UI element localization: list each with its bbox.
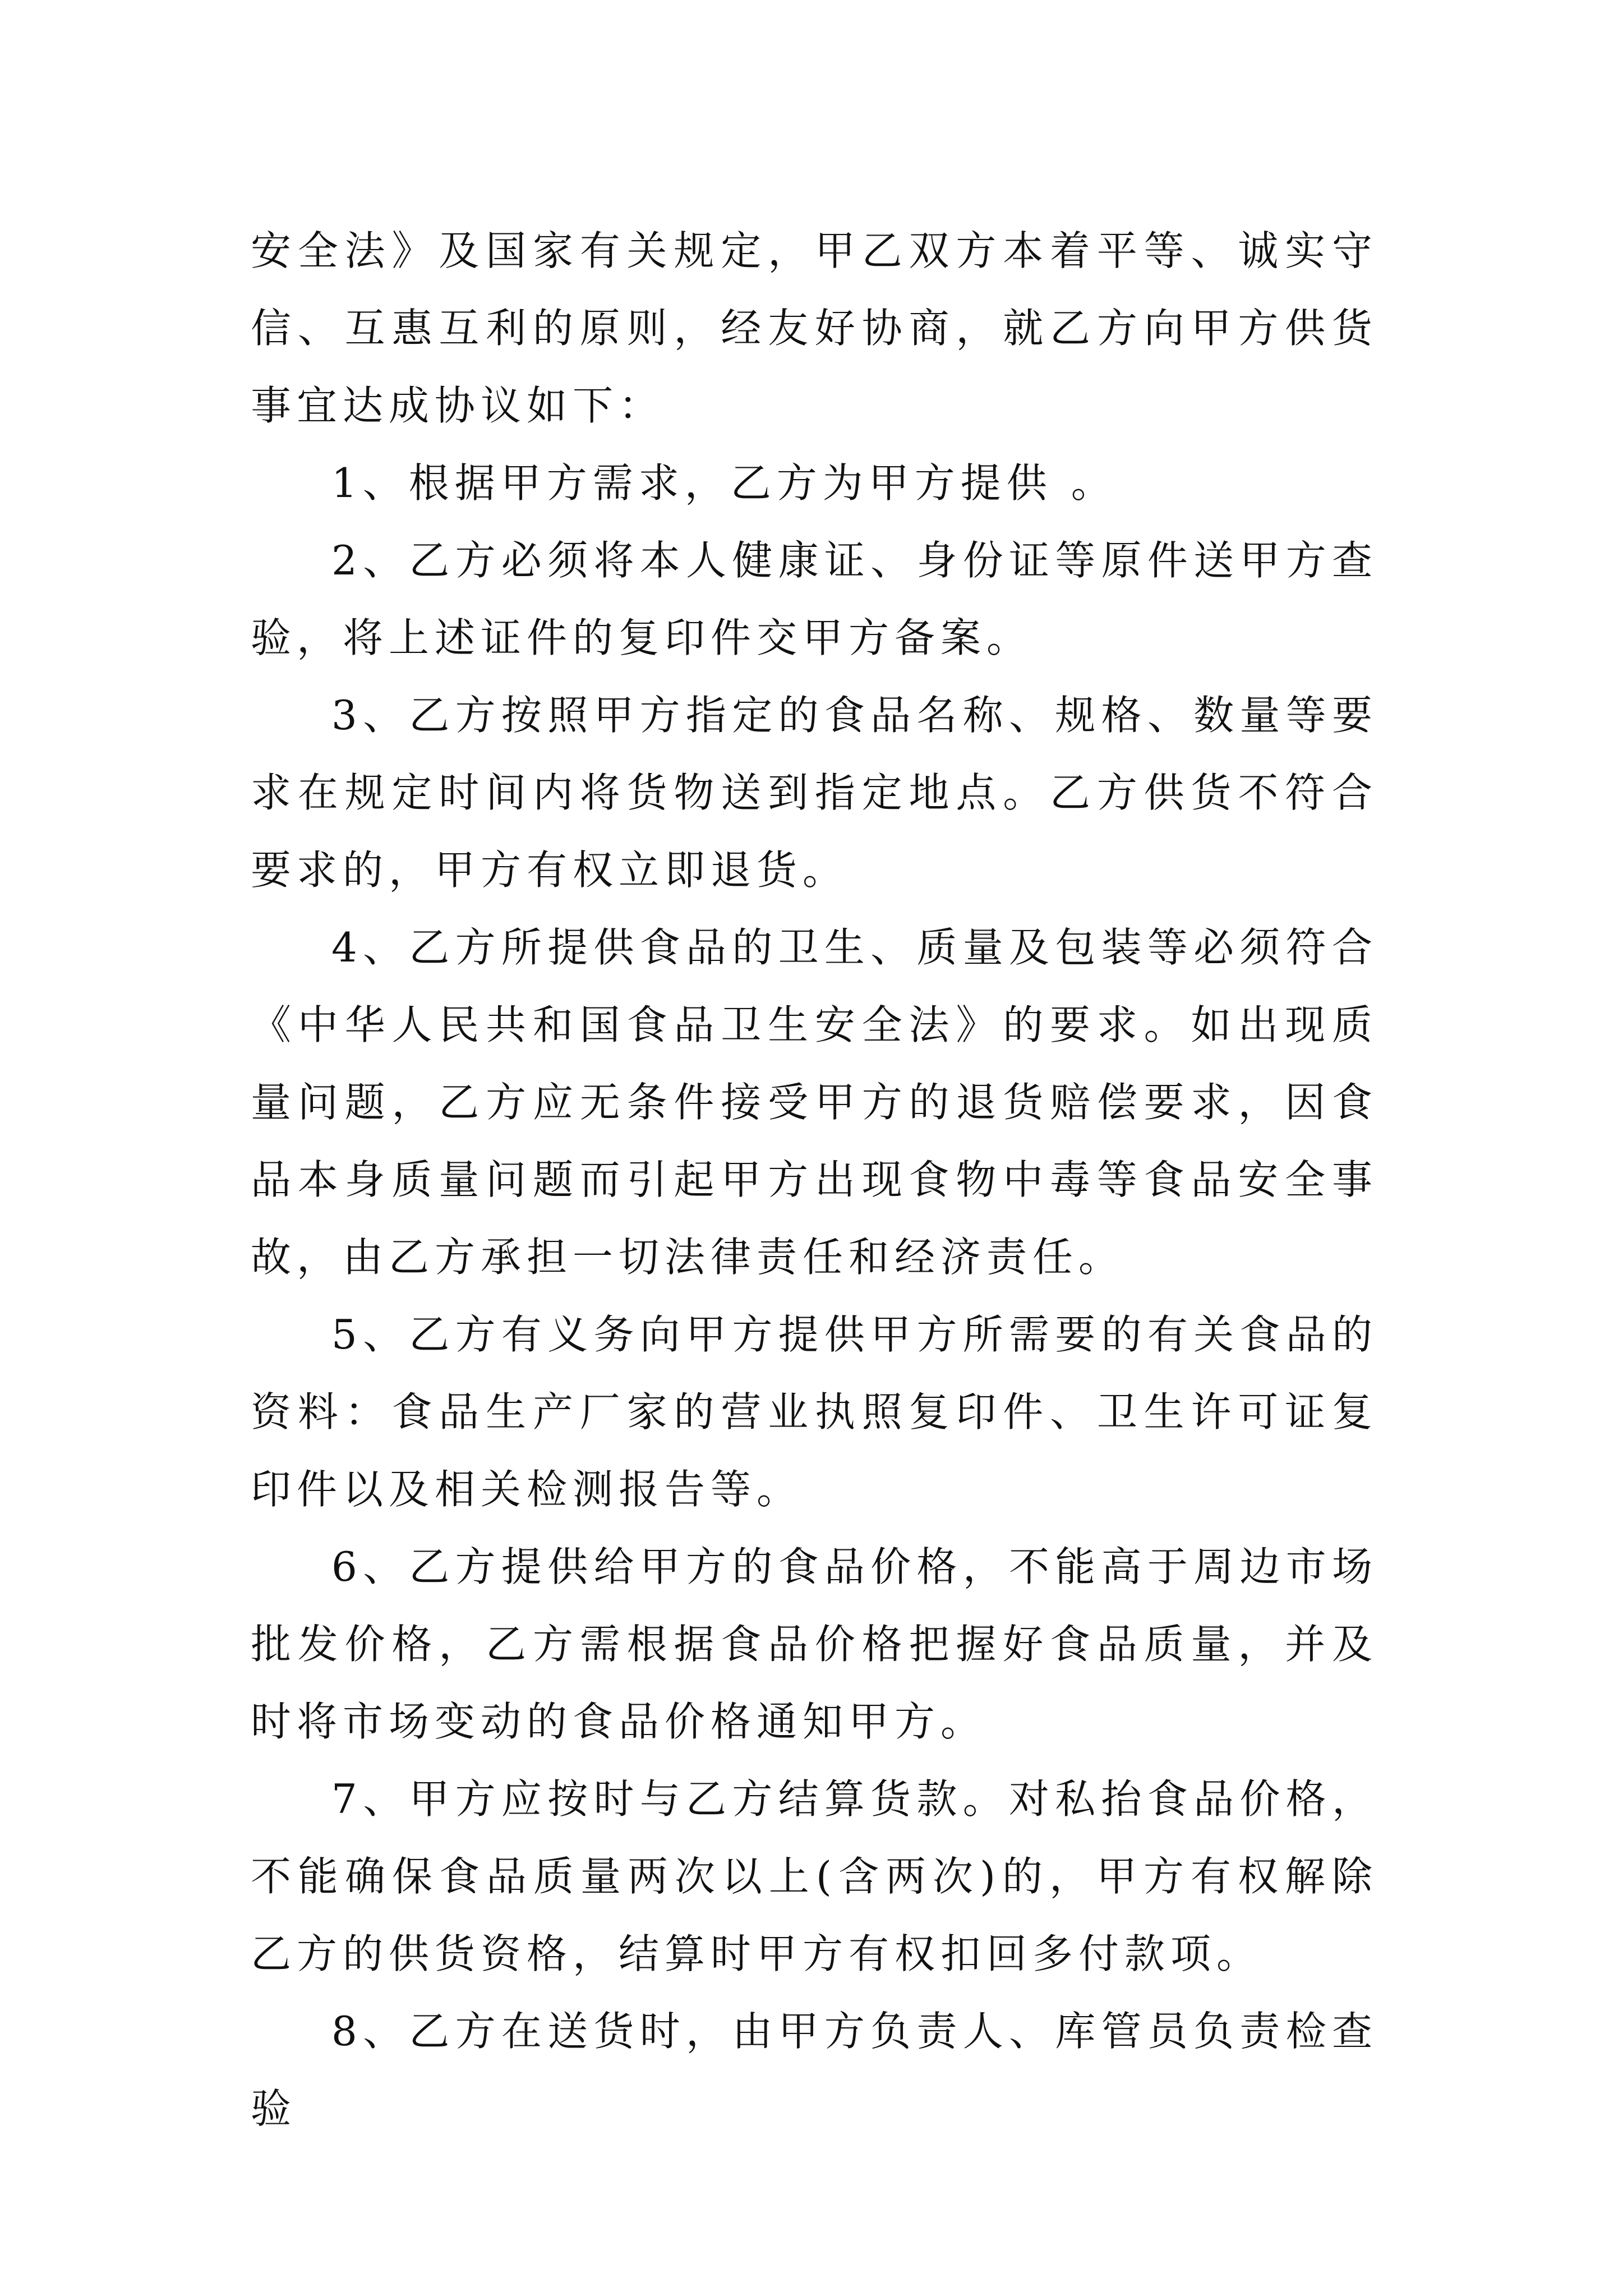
paragraph-clause-6: 6、乙方提供给甲方的食品价格，不能高于周边市场批发价格，乙方需根据食品价格把握好食品质量，并及时将市场变动的食品价格通知甲方。 [251,1543,1378,1745]
paragraph-clause-5: 5、乙方有义务向甲方提供甲方所需要的有关食品的资料：食品生产厂家的营业执照复印件、卫生许可证复印件以及相关检测报告等。 [251,1311,1378,1513]
paragraph-clause-3: 3、乙方按照甲方指定的食品名称、规格、数量等要求在规定时间内将货物送到指定地点。乙方供货不符合要求的，甲方有权立即退货。 [251,692,1378,894]
paragraph-clause-7: 7、甲方应按时与乙方结算货款。对私抬食品价格，不能确保食品质量两次以上(含两次)的，甲方有权解除乙方的供货资格，结算时甲方有权扣回多付款项。 [251,1775,1378,1977]
paragraph-clause-4: 4、乙方所提供食品的卫生、质量及包装等必须符合《中华人民共和国食品卫生安全法》的要求。如出现质量问题，乙方应无条件接受甲方的退货赔偿要求，因食品本身质量问题而引起甲方出现食物中毒等食品安全事故，由乙方承担一切法律责任和经济责任。 [251,924,1378,1281]
paragraph-clause-8: 8、乙方在送货时，由甲方负责人、库管员负责检查验 [251,2008,1378,2132]
paragraph-intro: 安全法》及国家有关规定，甲乙双方本着平等、诚实守信、互惠互利的原则，经友好协商，就乙方向甲方供货事宜达成协议如下： [251,227,1378,429]
document-body [251,212,1378,2147]
paragraph-clause-1: 1、根据甲方需求，乙方为甲方提供 。 [331,459,1117,507]
paragraph-clause-2: 2、乙方必须将本人健康证、身份证等原件送甲方查验，将上述证件的复印件交甲方备案。 [251,537,1378,661]
